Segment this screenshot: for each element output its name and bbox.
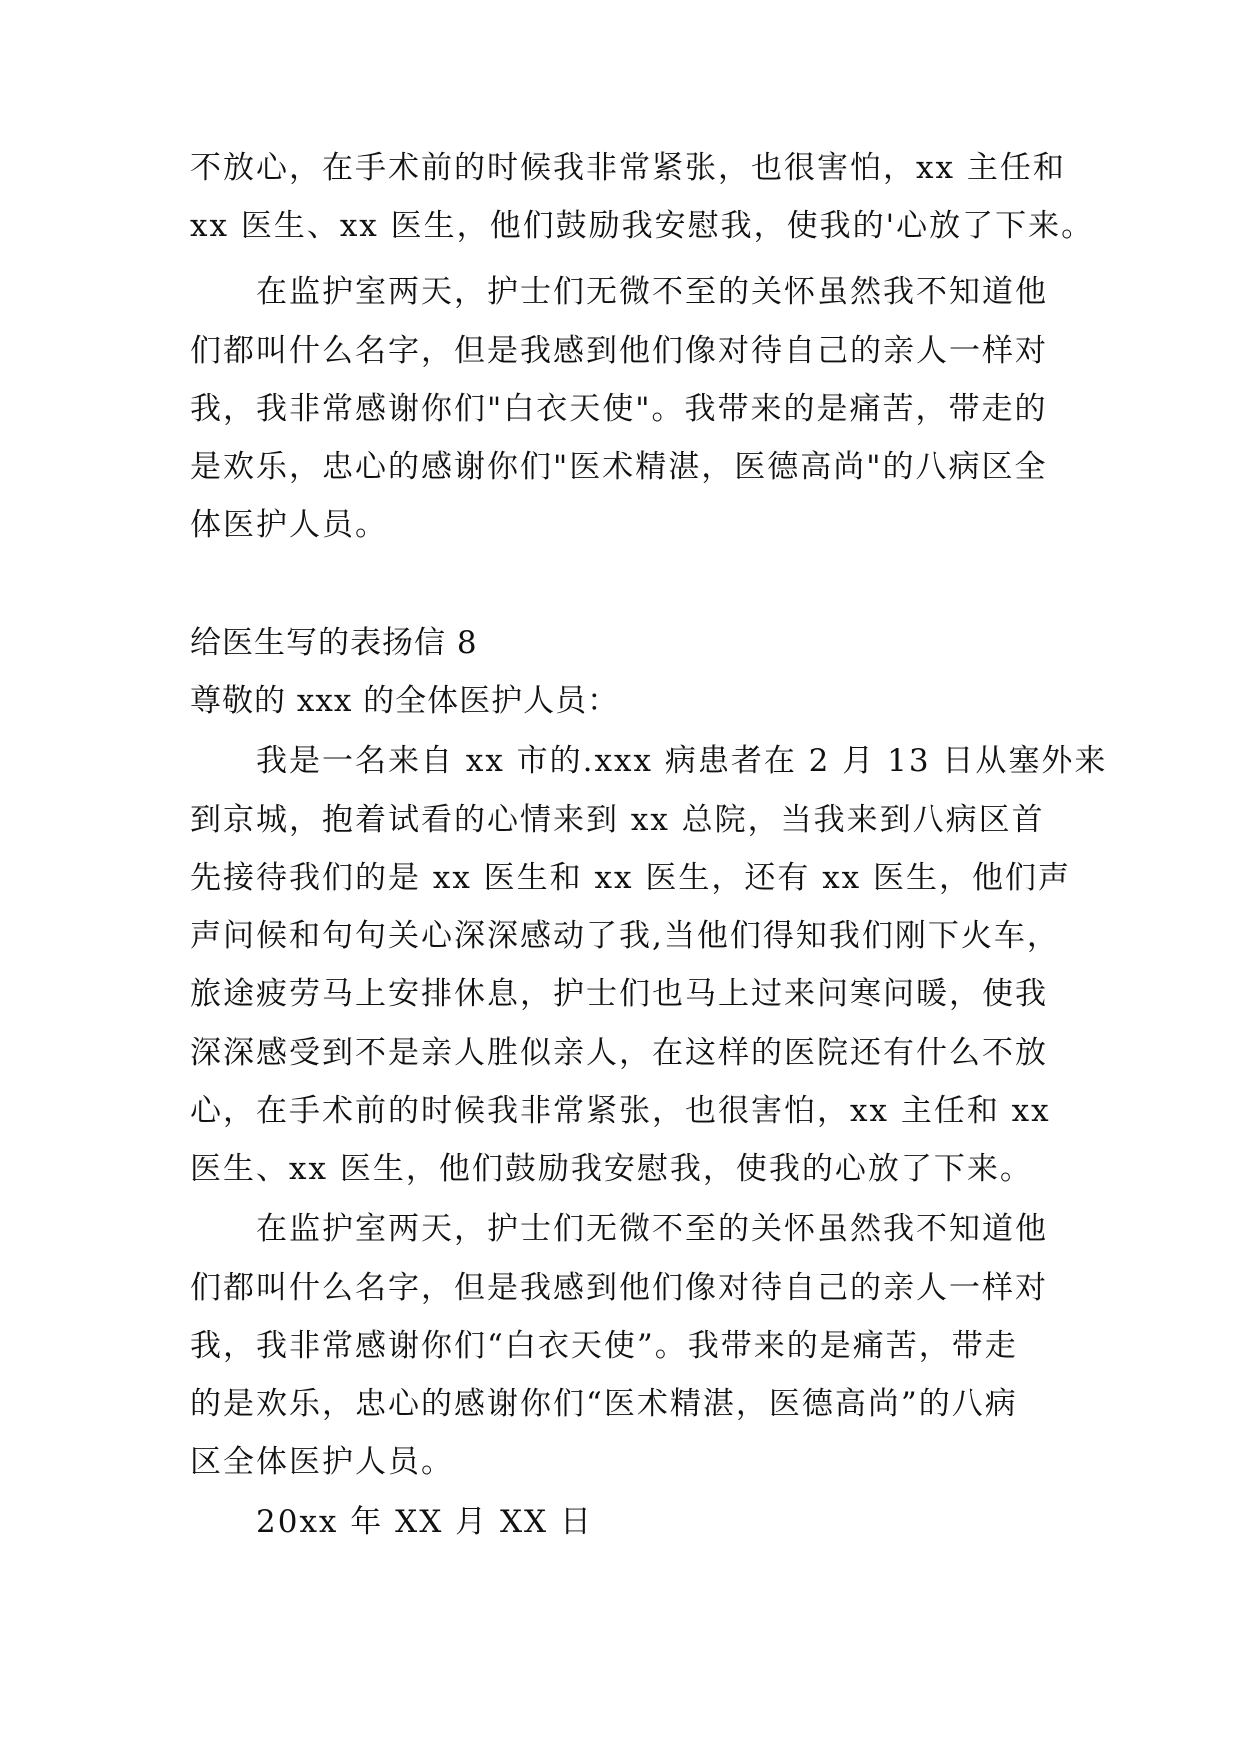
text-line: 先接待我们的是 xx 医生和 xx 医生，还有 xx 医生，他们声	[190, 860, 1072, 896]
text-line: 们都叫什么名字，但是我感到他们像对待自己的亲人一样对	[190, 333, 1048, 369]
text-line: 医生、xx 医生，他们鼓励我安慰我，使我的心放了下来。	[190, 1151, 1033, 1187]
text-line: 体医护人员。	[190, 507, 388, 543]
text-line: 旅途疲劳马上安排休息，护士们也马上过来问寒问暖，使我	[190, 976, 1048, 1012]
section-heading: 给医生写的表扬信 8	[190, 625, 478, 661]
text-line: 区全体医护人员。	[190, 1444, 454, 1480]
text-line: 声问候和句句关心深深感动了我,当他们得知我们刚下火车，	[190, 918, 1060, 954]
text-line: 在监护室两天，护士们无微不至的关怀虽然我不知道他	[256, 274, 1048, 310]
text-line: 深深感受到不是亲人胜似亲人，在这样的医院还有什么不放	[190, 1035, 1048, 1071]
text-line: xx 医生、xx 医生，他们鼓励我安慰我，使我的'心放了下来。	[190, 208, 1095, 244]
salutation: 尊敬的 xxx 的全体医护人员：	[190, 683, 620, 719]
text-line: 我，我非常感谢你们“白衣天使”。我带来的是痛苦，带走	[190, 1328, 1018, 1364]
text-line: 到京城，抱着试看的心情来到 xx 总院，当我来到八病区首	[190, 802, 1045, 838]
date-line: 20xx 年 XX 月 XX 日	[256, 1504, 593, 1540]
text-line: 心，在手术前的时候我非常紧张，也很害怕，xx 主任和 xx	[190, 1093, 1051, 1129]
text-line: 们都叫什么名字，但是我感到他们像对待自己的亲人一样对	[190, 1270, 1048, 1306]
text-line: 在监护室两天，护士们无微不至的关怀虽然我不知道他	[256, 1211, 1048, 1247]
text-line: 是欢乐，忠心的感谢你们"医术精湛，医德高尚"的八病区全	[190, 449, 1048, 485]
text-line: 不放心，在手术前的时候我非常紧张，也很害怕，xx 主任和	[190, 150, 1066, 186]
text-line: 我是一名来自 xx 市的.xxx 病患者在 2 月 13 日从塞外来	[256, 743, 1108, 779]
text-line: 的是欢乐，忠心的感谢你们“医术精湛，医德高尚”的八病	[190, 1386, 1018, 1422]
text-line: 我，我非常感谢你们"白衣天使"。我带来的是痛苦，带走的	[190, 391, 1048, 427]
